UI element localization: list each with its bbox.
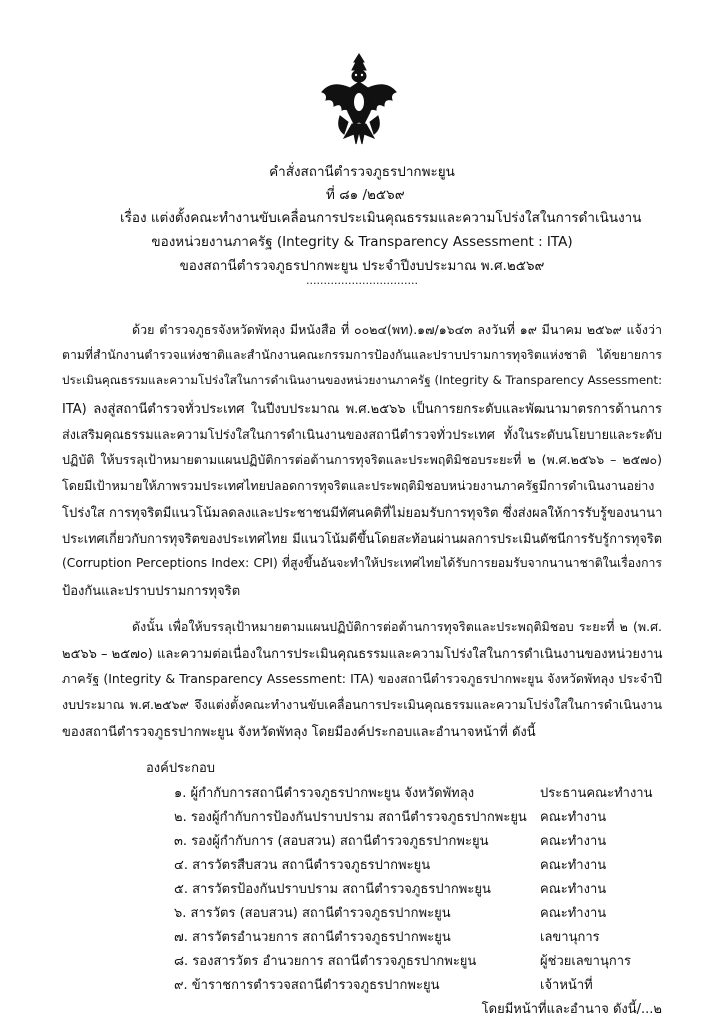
subject-line-3: ของสถานีตำรวจภูธรปากพะยูน ประจำปีงบประมาณ พ.ศ.๒๕๖๙ [179, 258, 545, 274]
member-role: คณะทำงาน [540, 834, 607, 849]
paragraph1-line: ประเทศเกี่ยวกับการทุจริตของประเทศไทย มีแนวโน้มดีขึ้นโดยสะท้อนผ่านผลการประเมินดัชนีการรับรู้การทุจริต [62, 532, 662, 547]
paragraph1-line: ปฏิบัติ ให้บรรลุเป้าหมายตามแผนปฏิบัติการต่อต้านการทุจริตและประพฤติมิชอบระยะที่ ๒ (พ.ศ.๒๕๖๖ – ๒๕๗๐) [62, 452, 662, 467]
composition-heading: องค์ประกอบ [146, 761, 215, 776]
member-name: ๘. รองสารวัตร อำนวยการ สถานีตำรวจภูธรปากพะยูน [174, 954, 477, 969]
member-name: ๕. สารวัตรป้องกันปราบปราม สถานีตำรวจภูธรปากพะยูน [174, 882, 491, 897]
paragraph1-line: ส่งเสริมคุณธรรมและความโปร่งใสในการดำเนินงานของสถานีตำรวจทั่วประเทศ ทั้งในระดับนโยบายและระดับ [62, 428, 662, 443]
paragraph2-line: ดังนั้น เพื่อให้บรรลุเป้าหมายตามแผนปฏิบัติการต่อต้านการทุจริตและประพฤติมิชอบ ระยะที่ ๒ (พ.ศ. [132, 619, 662, 634]
member-role: ผู้ช่วยเลขานุการ [540, 954, 631, 969]
member-role: คณะทำงาน [540, 810, 607, 825]
member-name: ๗. สารวัตรอำนวยการ สถานีตำรวจภูธรปากพะยูน [174, 930, 451, 945]
member-role: เลขานุการ [540, 930, 600, 945]
member-role: คณะทำงาน [540, 906, 607, 921]
paragraph1-line: ประเมินคุณธรรมและความโปร่งใสในการดำเนินงานของหน่วยงานภาครัฐ (Integrity & Transparency Assessment: [62, 373, 663, 387]
paragraph1-line: โดยมีเป้าหมายให้ภาพรวมประเทศไทยปลอดการทุจริตและประพฤติมิชอบหน่วยงานภาครัฐมีการดำเนินงานอย่าง [62, 478, 655, 493]
member-role: เจ้าหน้าที่ [540, 978, 593, 993]
member-role: ประธานคณะทำงาน [540, 786, 653, 801]
member-name: ๑. ผู้กำกับการสถานีตำรวจภูธรปากพะยูน จังหวัดพัทลุง [174, 786, 475, 801]
paragraph1-line: โปร่งใส การทุจริตมีแนวโน้มลดลงและประชาชนมีทัศนคติที่ไม่ยอมรับการทุจริต ซึ่งส่งผลให้การรับรู้ของนานา [62, 506, 663, 521]
paragraph2-line: ๒๕๖๖ – ๒๕๗๐) และความต่อเนื่องในการประเมินคุณธรรมและความโปร่งใสในการดำเนินงานของหน่วยงาน [62, 647, 663, 662]
paragraph2-line: งบประมาณ พ.ศ.๒๕๖๙ จึงแต่งตั้งคณะทำงานขับเคลื่อนการประเมินคุณธรรมและความโปร่งใสในการดำเนินงาน [62, 697, 662, 712]
paragraph1-line: (Corruption Perceptions Index: CPI) ที่สูงขึ้นอันจะทำให้ประเทศไทยได้รับการยอมรับจากนานาชาติในเรื่องการ [62, 556, 662, 570]
subject-line-2: ของหน่วยงานภาครัฐ (Integrity & Transparency Assessment : ITA) [151, 234, 573, 250]
paragraph1-line: ด้วย ตำรวจภูธรจังหวัดพัทลุง มีหนังสือ ที่ ๐๐๒๔(พท).๑๗/๑๖๔๓ ลงวันที่ ๑๙ มีนาคม ๒๕๖๙ แจ้งว่า [132, 322, 662, 337]
member-name: ๒. รองผู้กำกับการป้องกันปราบปราม สถานีตำรวจภูธรปากพะยูน [174, 810, 527, 825]
paragraph1-line: ป้องกันและปราบปรามการทุจริต [62, 584, 241, 599]
paragraph2-line: ภาครัฐ (Integrity & Transparency Assessment: ITA) ของสถานีตำรวจภูธรปากพะยูน จังหวัดพัทลุง ประจำปี [62, 671, 662, 686]
paragraph1-line: ITA) ลงสู่สถานีตำรวจทั่วประเทศ ในปีงบประมาณ พ.ศ.๒๕๖๖ เป็นการยกระดับและพัฒนามาตรการด้านการ [62, 402, 662, 417]
order-number: ที่ ๘๑ /๒๕๖๙ [326, 187, 405, 203]
paragraph1-line: ตามที่สำนักงานตำรวจแห่งชาติและสำนักงานคณะกรรมการป้องกันและปราบปรามการทุจริตแห่งชาติ ได้ขยายการ [62, 348, 662, 362]
member-name: ๔. สารวัตรสืบสวน สถานีตำรวจภูธรปากพะยูน [174, 858, 431, 873]
garuda-emblem-icon [318, 52, 400, 148]
subject-line-1: เรื่อง แต่งตั้งคณะทำงานขับเคลื่อนการประเมินคุณธรรมและความโปร่งใสในการดำเนินงาน [120, 210, 642, 226]
member-role: คณะทำงาน [540, 858, 607, 873]
divider-dots: ................................ [306, 274, 418, 287]
paragraph2-line: ของสถานีตำรวจภูธรปากพะยูน จังหวัดพัทลุง โดยมีองค์ประกอบและอำนาจหน้าที่ ดังนี้ [62, 725, 536, 740]
member-name: ๓. รองผู้กำกับการ (สอบสวน) สถานีตำรวจภูธรปากพะยูน [174, 834, 489, 849]
continuation-note: โดยมีหน้าที่และอำนาจ ดังนี้/...๒ [481, 1002, 662, 1017]
order-title: คำสั่งสถานีตำรวจภูธรปากพะยูน [269, 164, 455, 180]
member-name: ๖. สารวัตร (สอบสวน) สถานีตำรวจภูธรปากพะยูน [174, 906, 451, 921]
member-name: ๙. ข้าราชการตำรวจสถานีตำรวจภูธรปากพะยูน [174, 978, 440, 993]
member-role: คณะทำงาน [540, 882, 607, 897]
